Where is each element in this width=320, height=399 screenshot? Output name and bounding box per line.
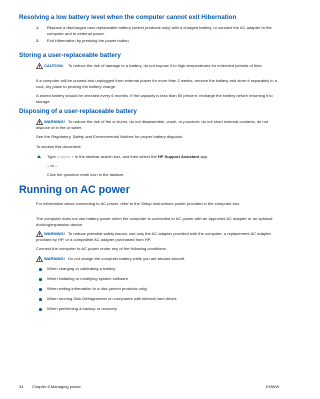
access-document-text: To access this document:	[36, 144, 82, 149]
warning-text: To reduce potential safety issues, use only the AC adapter provided with the computer, a replacement AC adapter provided by HP, or a compatible AC adapter purchased from HP.	[36, 231, 271, 242]
caution-text: To reduce the risk of damage to a battery, do not expose it to high temperatures for extended periods of time.	[68, 63, 263, 68]
caution-label: CAUTION:	[44, 63, 64, 68]
chapter-title: Chapter 6 Managing power	[32, 384, 81, 389]
heading-resolving-low-battery: Resolving a low battery level when the computer cannot exit Hibernation	[19, 14, 237, 21]
or-separator: – or –	[47, 163, 58, 168]
bullet-icon	[39, 288, 42, 291]
warning-label: WARNING!	[44, 231, 65, 236]
see-notices-paragraph: See the Regulatory, Safety and Environmental Notices for proper battery disposal.	[36, 134, 183, 139]
bullet-icon	[39, 298, 42, 301]
warning-label: WARNING!	[44, 256, 65, 261]
setup-instructions-title: Setup Instructions	[141, 201, 174, 206]
warning-text: To reduce the risk of fire or burns, do not disassemble, crush, or puncture; do not short external contacts; do not dispose of in fire or water.	[36, 119, 268, 130]
bullet-icon	[39, 278, 42, 281]
page-number: 34	[19, 384, 24, 389]
step-text: Exit Hibernation by pressing the power button.	[47, 38, 130, 43]
click-question-mark-text: Click the question mark icon in the taskbar.	[47, 172, 124, 177]
warning-label: WARNING!	[44, 119, 65, 124]
list-item: When performing a backup or recovery	[47, 306, 117, 311]
list-item: When installing or modifying system software	[47, 276, 128, 281]
list-item: When charging or calibrating a battery	[47, 266, 116, 271]
ac-conditions-intro: Connect the computer to AC power under any of the following conditions:	[36, 246, 167, 251]
list-item: When running Disk Defragmenter on computers with internal hard drives	[47, 296, 177, 301]
type-support-instruction: Type support in the taskbar search box, and then select the HP Support Assistant app.	[47, 154, 209, 160]
notices-title: Regulatory, Safety and Environmental Notices	[51, 134, 134, 139]
support-keyword: support	[56, 156, 74, 160]
list-item: When writing information to a disc (select products only)	[47, 286, 148, 291]
storing-paragraph-2: A stored battery should be checked every 6 months. If the capacity is less than 50 percent, recharge the battery before returning it to storage.	[36, 93, 273, 104]
heading-running-ac-power: Running on AC power	[19, 184, 130, 196]
ac-paragraph-2: The computer does not use battery power when the computer is connected to AC power with an approved AC adapter or an optional docking/expansion device.	[36, 216, 273, 227]
step-triangle-icon	[37, 155, 41, 158]
ac-paragraph-1: For information about connecting to AC power, refer to the Setup Instructions poster provided in the computer box.	[36, 201, 241, 206]
locale-code: ENWW	[266, 384, 280, 389]
storing-paragraph-1: If a computer will be unused and unplugged from external power for more than 2 weeks, remove the battery and store it separately in a cool, dry place to prolong the battery charge.	[36, 78, 277, 89]
heading-storing-battery: Storing a user-replaceable battery	[19, 52, 121, 59]
step-number: 2.	[36, 38, 40, 43]
heading-disposing-battery: Disposing of a user-replaceable battery	[19, 108, 137, 115]
warning-text: Do not charge the computer battery while you are aboard aircraft.	[68, 256, 185, 261]
hp-support-assistant-name: HP Support Assistant	[157, 154, 200, 159]
bullet-icon	[39, 308, 42, 311]
step-text: Replace a discharged user-replaceable battery (select products only) with a charged battery, or connect the AC adapter to the computer and to external power.	[47, 25, 272, 36]
bullet-icon	[39, 268, 42, 271]
step-number: 1.	[36, 25, 40, 30]
